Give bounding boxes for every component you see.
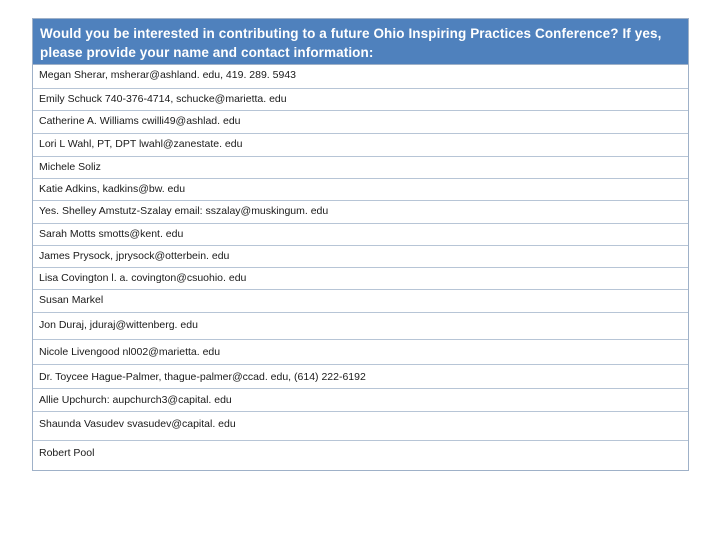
table-row: Michele Soliz <box>33 157 688 179</box>
table-row: Nicole Livengood nl002@marietta. edu <box>33 340 688 365</box>
table-row: Allie Upchurch: aupchurch3@capital. edu <box>33 389 688 412</box>
table-row: Megan Sherar, msherar@ashland. edu, 419. 289. 5943 <box>33 65 688 89</box>
table-row: Shaunda Vasudev svasudev@capital. edu <box>33 412 688 441</box>
table-row: Yes. Shelley Amstutz-Szalay email: sszalay@muskingum. edu <box>33 201 688 224</box>
table-row: Jon Duraj, jduraj@wittenberg. edu <box>33 313 688 340</box>
table-row: Susan Markel <box>33 290 688 313</box>
table-row: Emily Schuck 740-376-4714, schucke@marietta. edu <box>33 89 688 111</box>
table-row: Dr. Toycee Hague-Palmer, thague-palmer@ccad. edu, (614) 222-6192 <box>33 365 688 389</box>
table-row: Katie Adkins, kadkins@bw. edu <box>33 179 688 201</box>
header-question-line-2: please provide your name and contact information: <box>40 45 374 60</box>
table-row: James Prysock, jprysock@otterbein. edu <box>33 246 688 268</box>
header-question-line-1: Would you be interested in contributing to a future Ohio Inspiring Practices Conference? If yes, <box>40 26 662 41</box>
table-row: Robert Pool <box>39 447 95 459</box>
table-row: Sarah Motts smotts@kent. edu <box>33 224 688 246</box>
table-row: Lisa Covington l. a. covington@csuohio. edu <box>33 268 688 290</box>
survey-response-table <box>32 18 689 471</box>
table-header <box>33 19 688 65</box>
table-row: Catherine A. Williams cwilli49@ashlad. edu <box>33 111 688 134</box>
table-row: Lori L Wahl, PT, DPT lwahl@zanestate. edu <box>33 134 688 157</box>
